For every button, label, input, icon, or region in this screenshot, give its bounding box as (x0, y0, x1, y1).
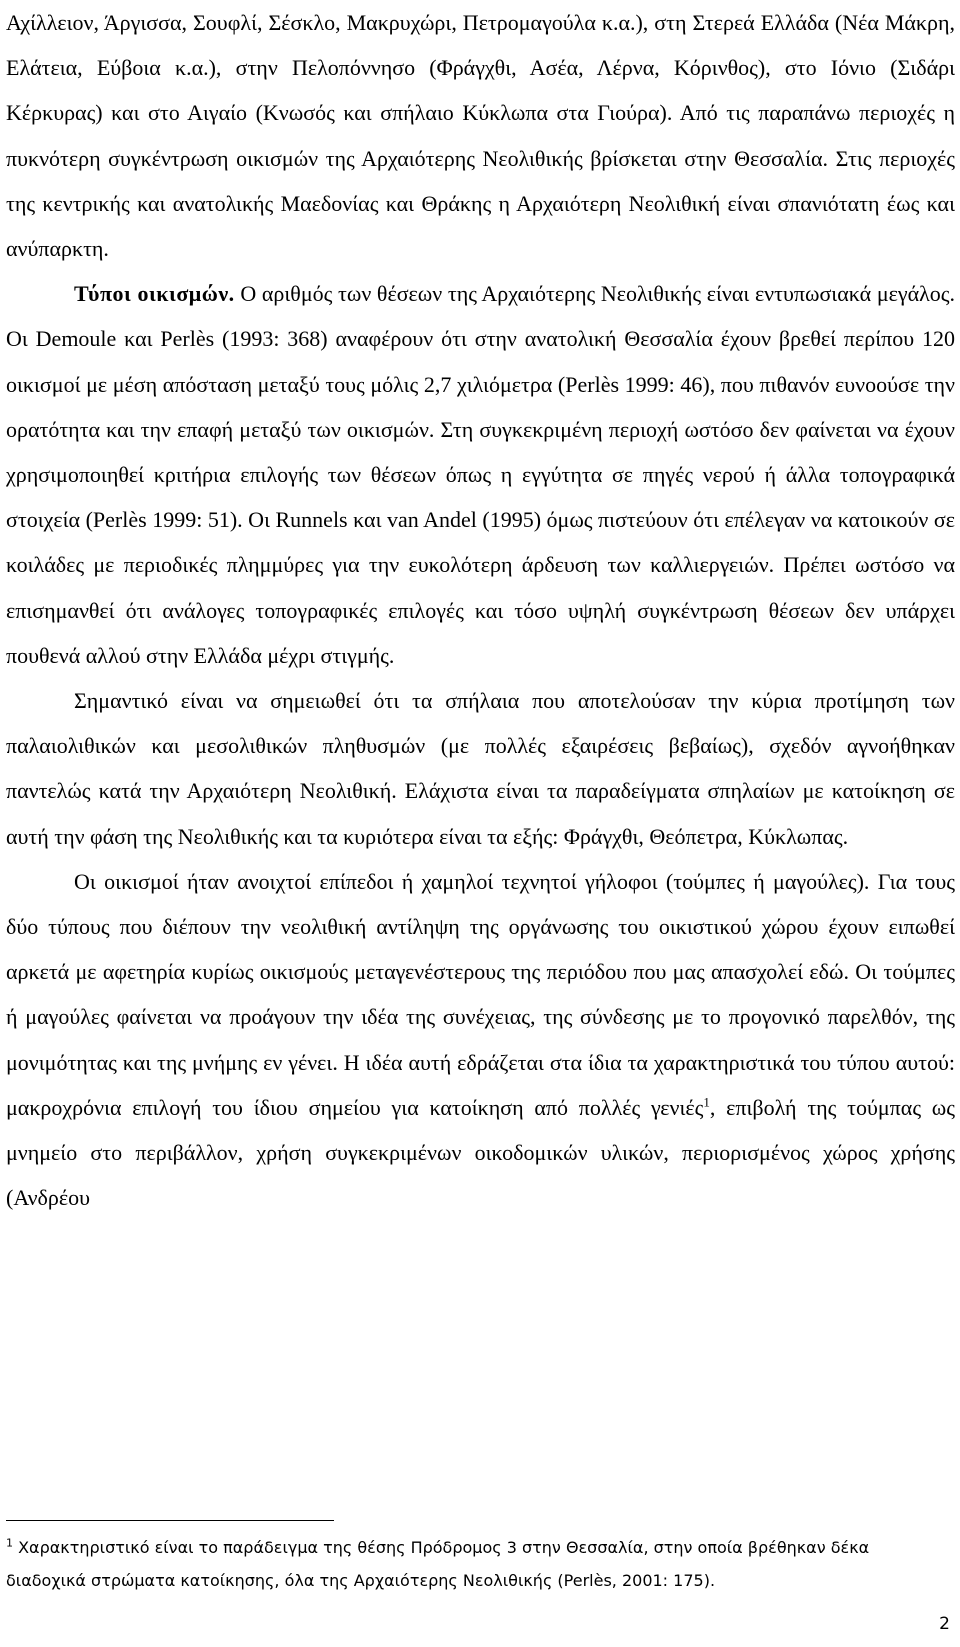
footnotes (6, 1531, 950, 1597)
footnote-separator (6, 1520, 334, 1521)
paragraph-3: Σημαντικό είναι να σημειωθεί ότι τα σπήλαια που αποτελούσαν την κύρια προτίμηση των παλαιολιθικών και μεσολιθικών πληθυσμών (με πολλές εξαιρέσεις βεβαίως), σχεδόν αγνοήθηκαν παντελώς κατά την Αρχαιότερη Νεολιθική. Ελάχιστα είναι τα παραδείγματα σπηλαίων με κατοίκηση σε αυτή την φάση της Νεολιθικής και τα κυριότερα είναι τα εξής: Φράγχθι, Θεόπετρα, Κύκλωπας. (6, 688, 955, 849)
footnote-marker: 1 (6, 1536, 13, 1550)
page-number: 2 (939, 1614, 950, 1634)
paragraph-2-text: Ο αριθμός των θέσεων της Αρχαιότερης Νεολιθικής είναι εντυπωσιακά μεγάλος. Οι Demoule και Perlès (1993: 368) αναφέρουν ότι στην ανατολική Θεσσαλία έχουν βρεθεί περίπου 120 οικισμοί με μέση απόσταση μεταξύ τους μόλις 2,7 χιλιόμετρα (Perlès 1999: 46), που πιθανόν ευνοούσε την ορατότητα και την επαφή μεταξύ των οικισμών. Στη συγκεκριμένη περιοχή ωστόσο δεν φαίνεται να έχουν χρησιμοποιηθεί κριτήρια επιλογής των θέσεων όπως η εγγύτητα σε πηγές νερού ή άλλα τοπογραφικά στοιχεία (Perlès 1999: 51). Οι Runnels και van Andel (1995) όμως πιστεύουν ότι επέλεγαν να κατοικούν σε κοιλάδες με περιοδικές πλημμύρες για την ευκολότερη άρδευση των καλλιεργειών. Πρέπει ωστόσο να επισημανθεί ότι ανάλογες τοπογραφικές επιλογές και τόσο υψηλή συγκέντρωση θέσεων δεν υπάρχει πουθενά αλλού στην Ελλάδα μέχρι στιγμής. (6, 281, 955, 668)
paragraph-4-text-before-note: Οι οικισμοί ήταν ανοιχτοί επίπεδοι ή χαμηλοί τεχνητοί γήλοφοι (τούμπες ή μαγούλες). Για τους δύο τύπους που διέπουν την νεολιθική αντίληψη της οργάνωσης του οικιστικού χώρου έχουν ειπωθεί αρκετά με αφετηρία κυρίως οικισμούς μεταγενέστερους της περιόδου που μας απασχολεί εδώ. Οι τούμπες ή μαγούλες φαίνεται να προάγουν την ιδέα της συνέχειας, της σύνδεσης με το προγονικό παρελθόν, της μονιμότητας και της μνήμης εν γένει. Η ιδέα αυτή εδράζεται στα ίδια τα χαρακτηριστικά του τύπου αυτού: μακροχρόνια επιλογή του ίδιου σημείου για κατοίκηση από πολλές γενιές (6, 868, 955, 1120)
body-text (6, 0, 955, 1220)
footnote-text: Χαρακτηριστικό είναι το παράδειγμα της θέσης Πρόδρομος 3 στην Θεσσαλία, στην οποία βρέθηκαν δέκα διαδοχικά στρώματα κατοίκησης, όλα της Αρχαιότερης Νεολιθικής (Perlès, 2001: 175). (6, 1538, 870, 1590)
section-heading-settlement-types: Τύποι οικισμών. (74, 281, 235, 307)
paragraph-1: Αχίλλειον, Άργισσα, Σουφλί, Σέσκλο, Μακρυχώρι, Πετρομαγούλα κ.α.), στη Στερεά Ελλάδα (Νέα Μάκρη, Ελάτεια, Εύβοια κ.α.), στην Πελοπόννησο (Φράγχθι, Ασέα, Λέρνα, Κόρινθος), στο Ιόνιο (Σιδάρι Κέρκυρας) και στο Αιγαίο (Κνωσός και σπήλαιο Κύκλωπα στα Γιούρα). Από τις παραπάνω περιοχές η πυκνότερη συγκέντρωση οικισμών της Αρχαιότερης Νεολιθικής βρίσκεται στην Θεσσαλία. Στις περιοχές της κεντρικής και ανατολικής Μαεδονίας και Θράκης η Αρχαιότερη Νεολιθική είναι σπανιότατη έως και ανύπαρκτη. (6, 10, 955, 262)
paragraph-2 (6, 271, 955, 678)
footnote-1 (6, 1531, 950, 1597)
paragraph-4 (6, 859, 955, 1221)
paragraph-4-text-after-note: , επιβολή της τούμπας ως μνημείο στο περιβάλλον, χρήση συγκεκριμένων οικοδομικών υλικών, περιορισμένος χώρος χρήσης (Ανδρέου (6, 1094, 955, 1211)
footnote-reference: 1 (703, 1094, 710, 1110)
